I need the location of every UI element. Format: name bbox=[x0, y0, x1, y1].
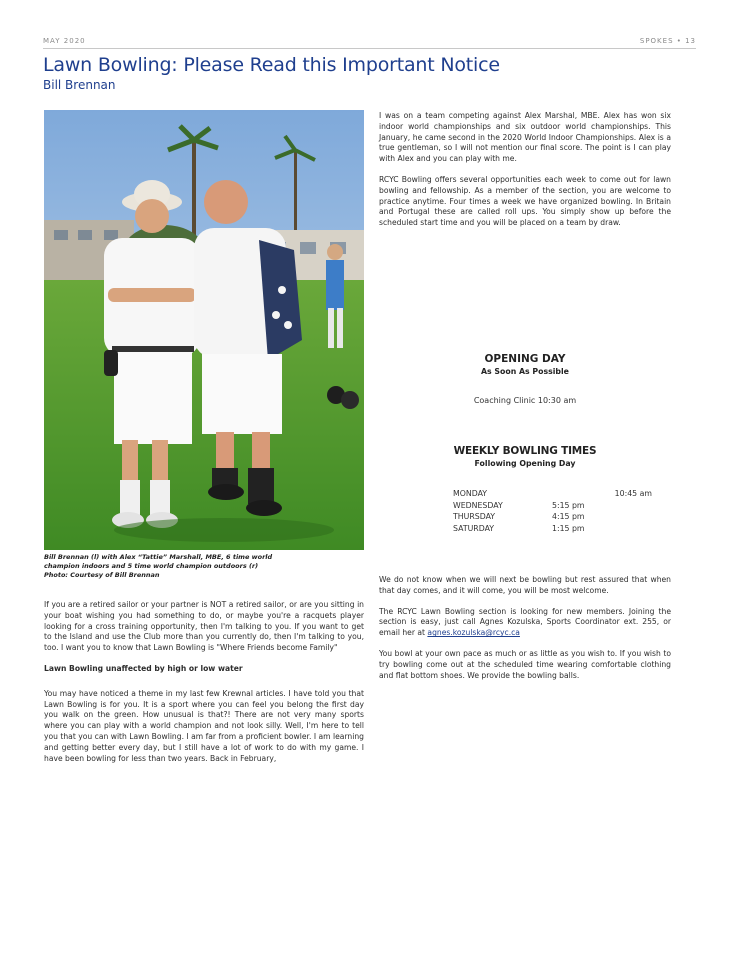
schedule-day: SATURDAY bbox=[453, 523, 495, 533]
photo-caption bbox=[44, 553, 366, 580]
schedule-time: 4:15 pm bbox=[552, 512, 585, 521]
article-author: Bill Brennan bbox=[43, 78, 116, 92]
weekly-times-block bbox=[379, 444, 671, 469]
schedule-time: 1:15 pm bbox=[552, 523, 585, 533]
schedule-row bbox=[453, 523, 652, 535]
photo-credit: Photo: Courtesy of Bill Brennan bbox=[44, 571, 160, 579]
bowling-schedule-table bbox=[453, 488, 652, 534]
weekly-times-heading: WEEKLY BOWLING TIMES bbox=[453, 445, 597, 457]
coaching-clinic-time: Coaching Clinic 10:30 am bbox=[473, 396, 577, 405]
right-column-upper bbox=[379, 111, 671, 239]
paragraph: You bowl at your own pace as much or as little as you wish to. If you wish to try bowling come out at the scheduled time wearing comfortable clothing and flat bottom shoes. We provide the bowling balls. bbox=[379, 648, 671, 680]
schedule-day: WEDNESDAY bbox=[453, 500, 503, 510]
opening-day-heading: OPENING DAY bbox=[484, 353, 566, 365]
paragraph: I was on a team competing against Alex Marshal, MBE. Alex has won six indoor world championships and six outdoor world championships. This January, he came second in the 2020 World Indoor Championships. Alex is a true gentleman, so I will not mention our final score. The point is I can play with Alex and you can play with me. bbox=[379, 111, 671, 164]
photo-caption-line: champion indoors and 5 time world champion outdoors (r) bbox=[44, 562, 259, 570]
photo-caption-line: Bill Brennan (l) with Alex “Tattie” Marshall, MBE, 6 time world bbox=[44, 553, 273, 561]
schedule-day: MONDAY bbox=[453, 489, 488, 498]
article-title: Lawn Bowling: Please Read this Important Notice bbox=[43, 54, 500, 76]
paragraph: We do not know when we will next be bowling but rest assured that when that day comes, and it will come, you will be most welcome. bbox=[379, 575, 671, 595]
section-subheading: Lawn Bowling unaffected by high or low water bbox=[44, 663, 243, 673]
paragraph-text: The RCYC Lawn Bowling section is looking for new members. Joining the section is easy, just call Agnes Kozulska, Sports Coordinator ext. 255, or email her at bbox=[379, 606, 671, 638]
right-column-lower bbox=[379, 575, 671, 691]
schedule-row bbox=[453, 488, 652, 500]
opening-day-block bbox=[379, 352, 671, 406]
paragraph bbox=[379, 607, 671, 639]
weekly-times-subheading: Following Opening Day bbox=[474, 459, 576, 468]
header-date: MAY 2020 bbox=[43, 37, 86, 45]
header-divider bbox=[43, 48, 696, 49]
paragraph: If you are a retired sailor or your partner is NOT a retired sailor, or are you sitting in your boat wishing you had something to do, or maybe you're a racquets player looking for a cross training opportunity, then I'm talking to you. If you want to get to the Island and use the Club more than you currently do, then I'm talking to you, too. I want you to know that Lawn Bowling is "Where Friends become Family" bbox=[44, 600, 364, 653]
article-photo bbox=[44, 110, 364, 550]
paragraph: RCYC Bowling offers several opportunities each week to come out for lawn bowling and fellowship. As a member of the section, you are welcome to practice anytime. Four times a week we have organized bowling. In Britain and Portugal these are called roll ups. You simply show up before the scheduled start time and you will be placed on a team by draw. bbox=[379, 174, 671, 228]
opening-day-subheading: As Soon As Possible bbox=[481, 367, 569, 376]
schedule-row bbox=[453, 500, 652, 512]
schedule-time: 5:15 pm bbox=[552, 500, 585, 510]
schedule-row bbox=[453, 511, 652, 523]
schedule-time: 10:45 am bbox=[614, 489, 652, 498]
schedule-day: THURSDAY bbox=[453, 512, 496, 521]
paragraph: You may have noticed a theme in my last few Krewnal articles. I have told you that Lawn Bowling is for you. It is a sport where you can feel you belong the first day you walk on the green. How unusual is that?! There are not very many sports where you can play with a world champion and not look silly. Well, I'm here to tell you that you can with Lawn Bowling. I am far from a proficient bowler. I am learning and getting better every day, but I still have a lot of work to do with my game. I have been bowling for less than two years. Back in February, bbox=[44, 688, 364, 763]
bowlers-photo-illustration bbox=[44, 110, 364, 550]
email-link[interactable]: agnes.kozulska@rcyc.ca bbox=[427, 628, 520, 638]
left-column bbox=[44, 600, 364, 774]
header-page-number: SPOKES • 13 bbox=[639, 37, 696, 45]
